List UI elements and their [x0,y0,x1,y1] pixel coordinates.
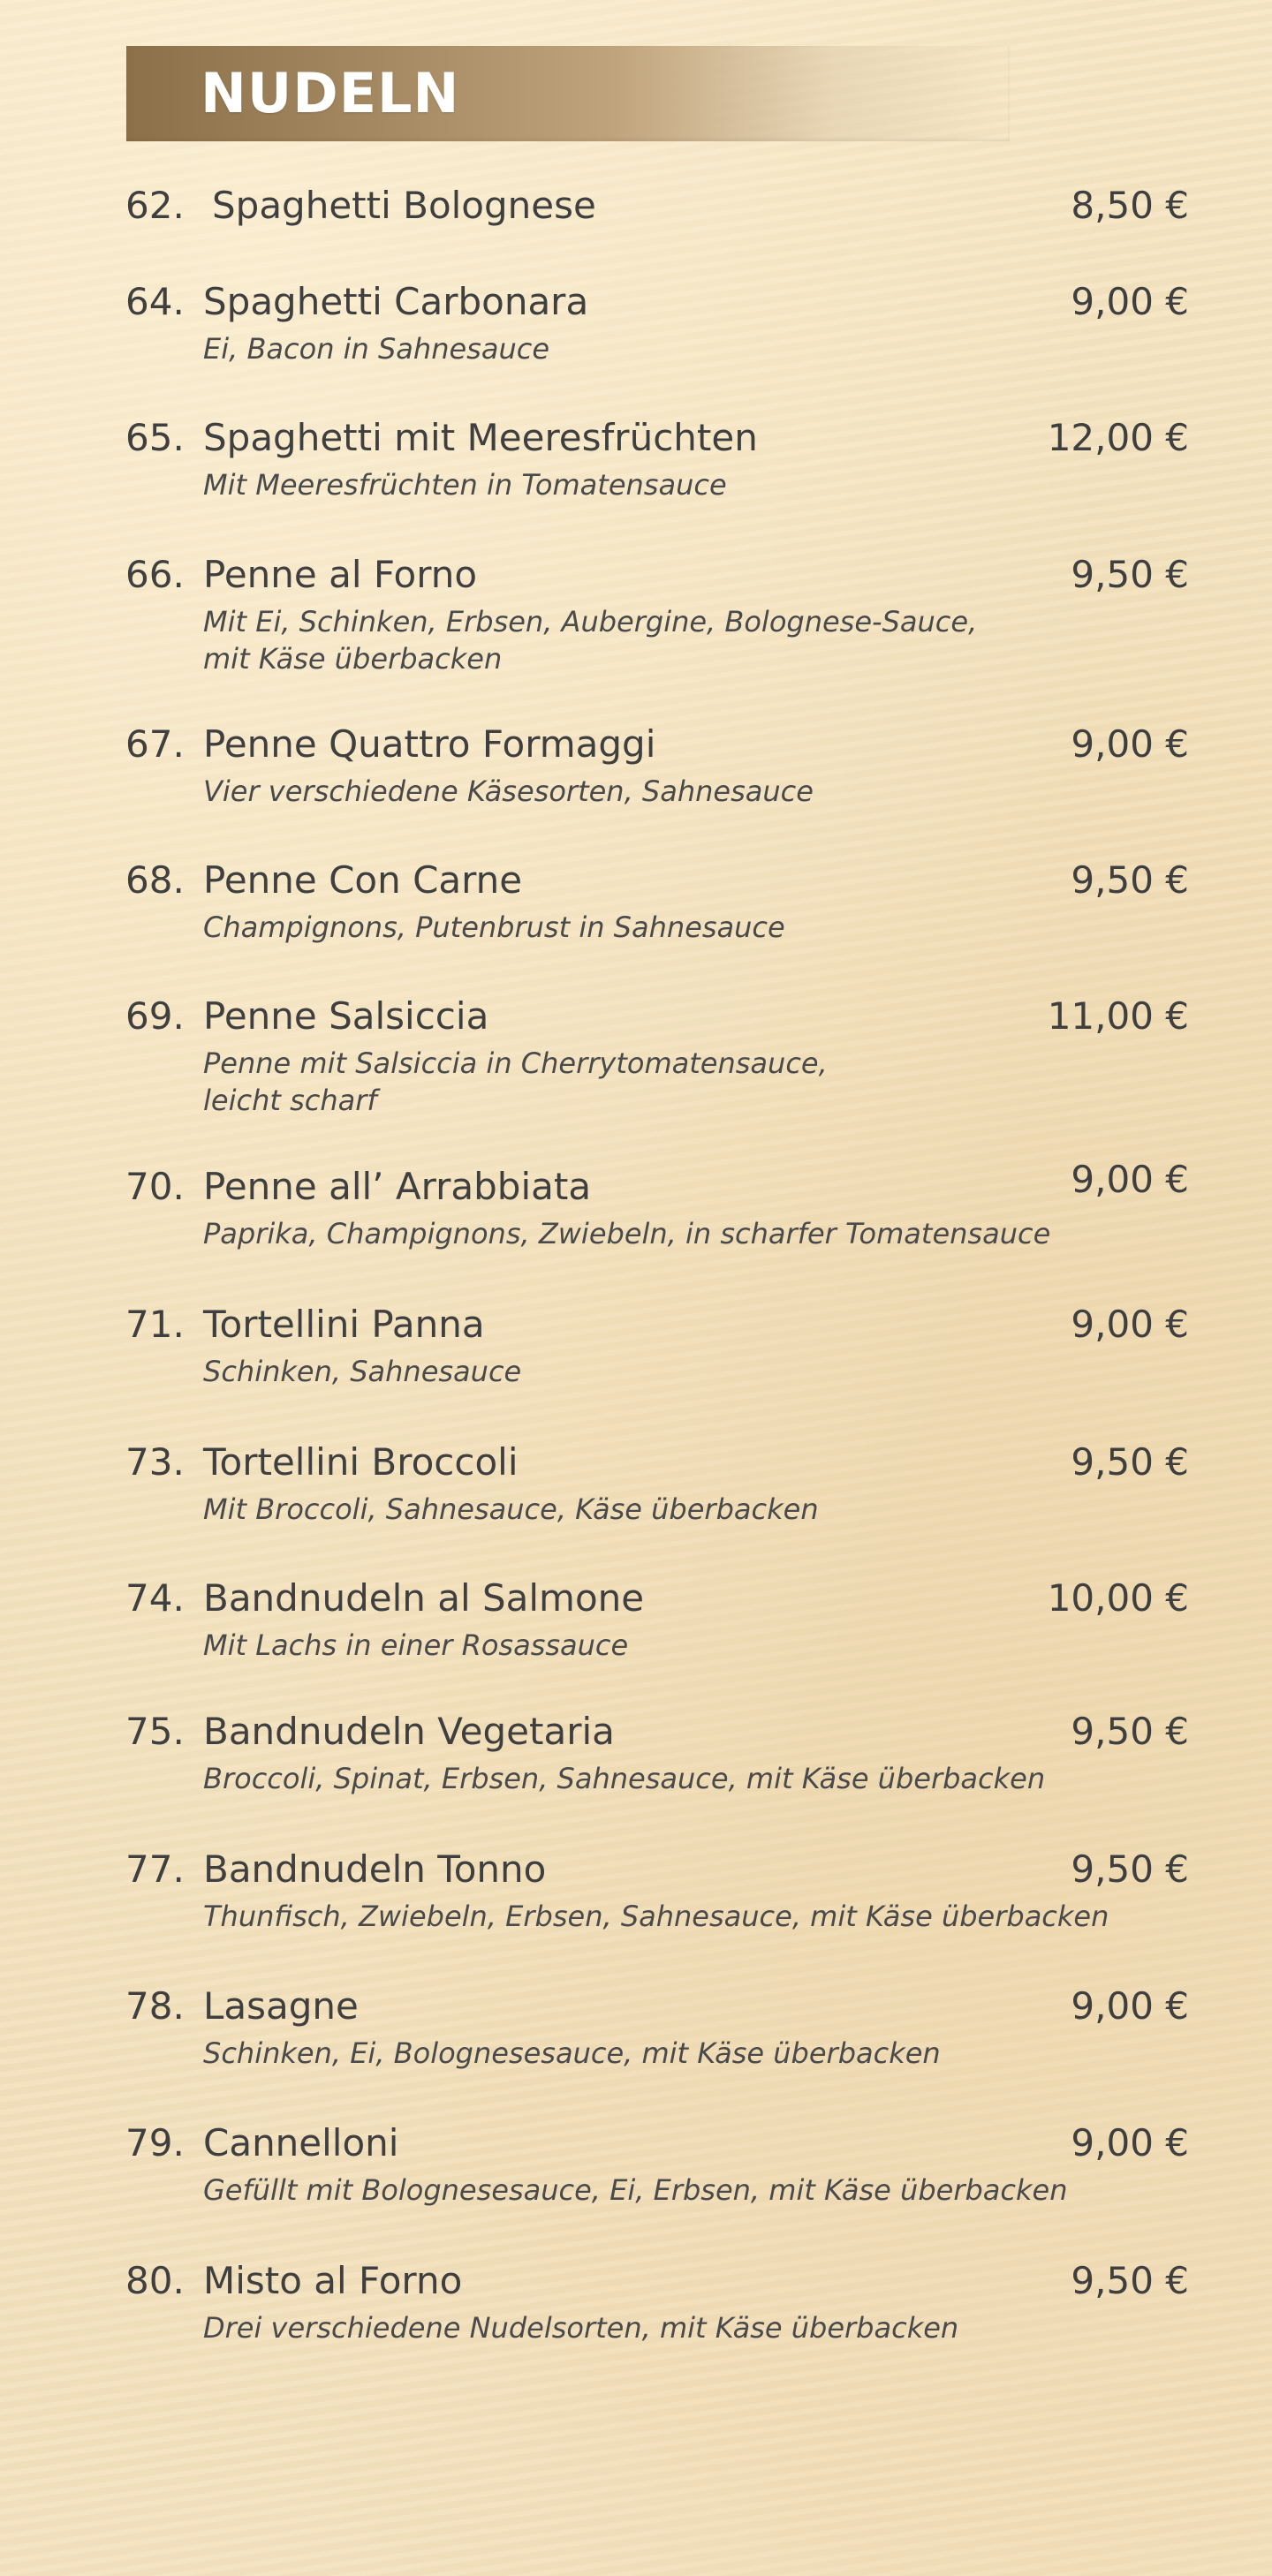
item-name: Cannelloni [203,2121,399,2164]
item-name: Spaghetti Bolognese [212,184,596,227]
item-description: Mit Ei, Schinken, Erbsen, Aubergine, Bolognese-Sauce, [203,605,978,638]
item-price: 9,50 € [1071,858,1189,902]
item-description-line-2: mit Käse überbacken [203,642,503,676]
item-name: Tortellini Panna [203,1303,485,1346]
item-number: 66. [125,553,185,596]
item-name: Bandnudeln Tonno [203,1847,547,1891]
item-price: 9,50 € [1071,1847,1189,1891]
item-number: 79. [125,2121,185,2164]
item-price: 10,00 € [1047,1576,1189,1620]
item-number: 67. [125,722,185,766]
item-name: Misto al Forno [203,2259,463,2302]
item-name: Penne Salsiccia [203,994,489,1038]
item-price: 9,00 € [1071,280,1189,323]
item-number: 78. [125,1984,185,2028]
item-price: 9,50 € [1071,553,1189,596]
item-number: 71. [125,1303,185,1346]
item-name: Bandnudeln al Salmone [203,1576,645,1620]
item-number: 77. [125,1847,185,1891]
item-description: Mit Lachs in einer Rosassauce [203,1628,629,1662]
item-description: Schinken, Sahnesauce [203,1355,522,1388]
item-description: Schinken, Ei, Bolognesesauce, mit Käse überbacken [203,2036,941,2070]
item-name: Penne Quattro Formaggi [203,722,656,766]
section-title: NUDELN [201,61,460,125]
item-price: 9,50 € [1071,1440,1189,1484]
item-name: Bandnudeln Vegetaria [203,1710,615,1753]
item-description: Mit Meeresfrüchten in Tomatensauce [203,468,727,502]
item-number: 65. [125,416,185,459]
item-name: Spaghetti mit Meeresfrüchten [203,416,758,459]
item-description: Mit Broccoli, Sahnesauce, Käse überbacken [203,1492,819,1526]
item-number: 62. [125,184,185,227]
item-description: Paprika, Champignons, Zwiebeln, in scharfer Tomatensauce [203,1217,1051,1250]
item-number: 73. [125,1440,185,1484]
item-price: 9,50 € [1071,2259,1189,2302]
item-description: Champignons, Putenbrust in Sahnesauce [203,910,785,944]
item-price: 11,00 € [1047,994,1189,1038]
item-number: 68. [125,858,185,902]
item-price: 12,00 € [1047,416,1189,459]
item-number: 70. [125,1165,185,1208]
item-name: Spaghetti Carbonara [203,280,589,323]
item-name: Lasagne [203,1984,359,2028]
item-price: 9,00 € [1071,722,1189,766]
item-number: 64. [125,280,185,323]
item-description: Ei, Bacon in Sahnesauce [203,332,549,366]
section-header [126,46,1010,141]
item-price: 9,50 € [1071,1710,1189,1753]
item-name: Tortellini Broccoli [203,1440,519,1484]
item-number: 80. [125,2259,185,2302]
item-name: Penne al Forno [203,553,478,596]
item-price: 9,00 € [1071,1303,1189,1346]
item-description: Thunfisch, Zwiebeln, Erbsen, Sahnesauce, mit Käse überbacken [203,1900,1109,1933]
item-price: 9,00 € [1071,1158,1189,1201]
item-price: 8,50 € [1071,184,1189,227]
item-description: Vier verschiedene Käsesorten, Sahnesauce [203,774,814,808]
item-price: 9,00 € [1071,2121,1189,2164]
item-description: Penne mit Salsiccia in Cherrytomatensauce, [203,1046,828,1080]
item-number: 69. [125,994,185,1038]
item-name: Penne Con Carne [203,858,523,902]
item-number: 75. [125,1710,185,1753]
item-description: Gefüllt mit Bolognesesauce, Ei, Erbsen, mit Käse überbacken [203,2173,1068,2207]
item-description: Drei verschiedene Nudelsorten, mit Käse überbacken [203,2311,959,2345]
item-price: 9,00 € [1071,1984,1189,2028]
item-number: 74. [125,1576,185,1620]
item-name: Penne all’ Arrabbiata [203,1165,592,1208]
item-description-line-2: leicht scharf [203,1084,377,1117]
item-description: Broccoli, Spinat, Erbsen, Sahnesauce, mit Käse überbacken [203,1762,1046,1795]
